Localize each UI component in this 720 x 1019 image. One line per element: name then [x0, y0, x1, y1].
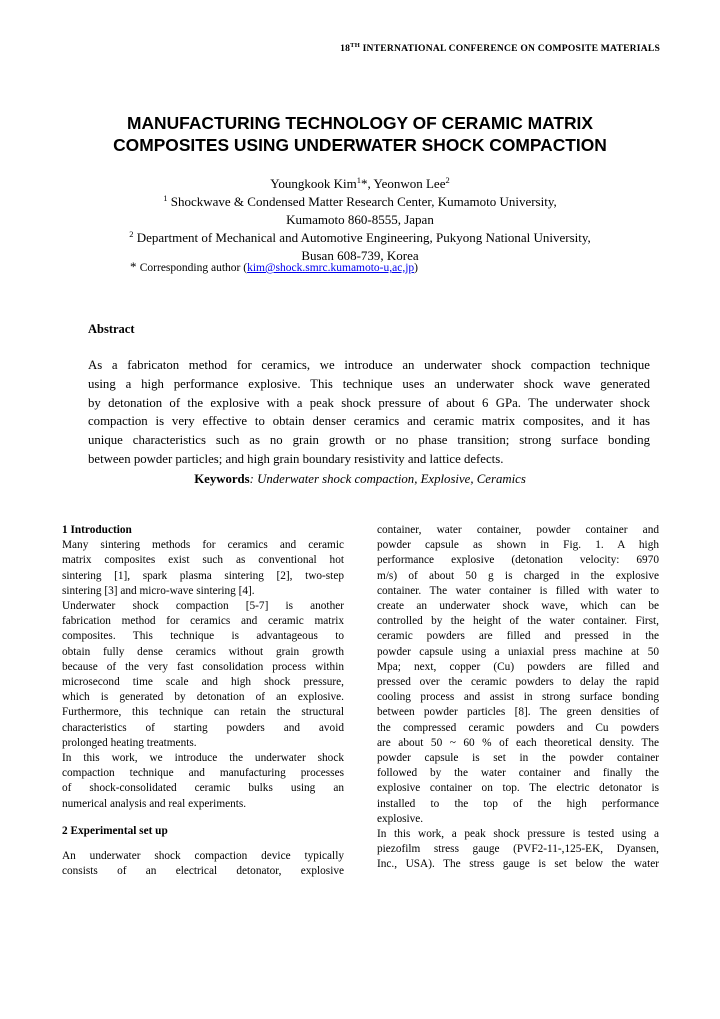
- text-line: followed by the water container and finally the: [377, 767, 659, 780]
- text-line: Mpa; next, copper (Cu) powders are filled and: [377, 660, 659, 673]
- corresponding-author: * Corresponding author (kim@shock.smrc.kumamoto-u,ac,jp): [130, 259, 419, 274]
- text-line: composites. This technique is advantageous to: [62, 630, 344, 643]
- text-line: container, water container, powder container and: [377, 524, 659, 536]
- author-names: Youngkook Kim$^1$*, Yeonwon Lee$^2$: [270, 175, 450, 191]
- left-column: [62, 523, 344, 879]
- affiliation-1-city: Kumamoto 860-8555, Japan: [286, 212, 434, 227]
- text-line: between powder particles [8]. The green densities of: [377, 706, 659, 719]
- affiliation-2-city: Busan 608-739, Korea: [301, 248, 419, 263]
- text-line: characteristics of starting powders and avoid: [62, 721, 344, 734]
- text-line: powder capsule as shown in Fig. 1. A high: [377, 539, 659, 552]
- right-column: [377, 523, 659, 873]
- text-line: Many sintering methods for ceramics and ceramic: [62, 539, 344, 552]
- section-heading: 1 Introduction: [62, 524, 132, 536]
- text-line: installed to the top of the high performance: [377, 797, 659, 810]
- conference-header: 18TH INTERNATIONAL CONFERENCE ON COMPOSITE MATERIALS: [340, 42, 660, 54]
- text-line: which is generated by detonation of an explosive.: [62, 691, 344, 704]
- text-line: because of the very fast consolidation process within: [62, 660, 344, 673]
- keywords: Keywords: Underwater shock compaction, Explosive, Ceramics: [194, 472, 526, 486]
- text-line: create an underwater shock wave, which can be: [377, 600, 659, 613]
- text-line: powder capsule is set in the powder container: [377, 752, 659, 765]
- abstract-line: compaction is very effective to obtain denser ceramics and ceramic matrix composites, and it has: [88, 414, 650, 429]
- title-line: MANUFACTURING TECHNOLOGY OF CERAMIC MATRIX: [127, 113, 593, 133]
- abstract-line: using a high performance explosive. This technique uses an underwater shock wave generated: [88, 376, 650, 391]
- text-line: In this work, a peak shock pressure is tested using a: [377, 828, 659, 841]
- abstract-body: [88, 356, 650, 469]
- paper-title: [60, 112, 660, 156]
- text-line: are about 50 ~ 60 % of each theoretical density. The: [377, 736, 659, 749]
- text-line: the compressed ceramic powders and Cu powders: [377, 721, 659, 734]
- text-line: sintering [1], spark plasma sintering [2], two-step: [62, 569, 344, 582]
- text-line: powder capsule using a uniaxial press machine at 50: [377, 645, 659, 658]
- text-line: container. The water container is filled with water to: [377, 584, 659, 597]
- abstract-line: by detonation of the explosive with a peak shock pressure of about 6 GPa. The underwater shock: [88, 395, 650, 410]
- text-line: pressed over the ceramic powders to delay the rapid: [377, 676, 659, 689]
- text-line: piezofilm stress gauge (PVF2-11-,125-EK, Dyansen,: [377, 843, 659, 856]
- abstract-line: between powder particles; and high grain boundary resistivity and lattice defects.: [88, 451, 504, 466]
- abstract-heading: Abstract: [88, 322, 135, 336]
- text-line: matrix composites exist such as conventional hot: [62, 554, 344, 567]
- text-line: Inc., USA). The stress gauge is set below the water: [377, 858, 659, 871]
- text-line: m/s) of about 50 g is charged in the explosive: [377, 569, 659, 582]
- email-link[interactable]: kim@shock.smrc.kumamoto-u,ac,jp: [247, 262, 415, 274]
- text-line: fabrication method for ceramics and ceramic matrix: [62, 615, 344, 628]
- text-line: explosive container on top. The electric detonator is: [377, 782, 659, 795]
- text-line: numerical analysis and real experiments.: [62, 797, 247, 810]
- section-heading: 2 Experimental set up: [62, 824, 168, 837]
- text-line: sintering [3] and micro-wave sintering [4].: [62, 584, 255, 597]
- title-line: COMPOSITES USING UNDERWATER SHOCK COMPACTION: [113, 135, 607, 155]
- text-line: controlled by the height of the water container. First,: [377, 615, 659, 628]
- author-block: [60, 175, 660, 265]
- text-line: of shock-consolidated ceramic bulks using an: [62, 782, 344, 795]
- text-line: An underwater shock compaction device typically: [62, 850, 344, 863]
- affiliation-1: $^1$ Shockwave & Condensed Matter Research Center, Kumamoto University,: [163, 193, 557, 209]
- text-line: Underwater shock compaction [5-7] is another: [62, 600, 344, 613]
- text-line: explosive.: [377, 812, 424, 825]
- text-line: compaction technique and manufacturing processes: [62, 767, 344, 780]
- text-line: In this work, we introduce the underwater shock: [62, 752, 344, 765]
- text-line: consists of an electrical detonator, explosive: [62, 865, 344, 878]
- text-line: obtain fully dense ceramics without grain growth: [62, 645, 344, 658]
- abstract-line: unique characteristics such as no grain growth or no phase transition; strong surface bonding: [88, 433, 650, 448]
- abstract-line: As a fabricaton method for ceramics, we introduce an underwater shock compaction technique: [88, 358, 650, 372]
- text-line: cooling process and assist in strong surface bonding: [377, 691, 659, 704]
- text-line: microsecond time scale and high shock pressure,: [62, 676, 344, 689]
- affiliation-2: $^2$ Department of Mechanical and Automotive Engineering, Pukyong National University,: [129, 229, 591, 245]
- text-line: ceramic powders are filled and pressed in the: [377, 630, 659, 643]
- text-line: prolonged heating treatments.: [62, 736, 197, 749]
- text-line: performance explosive (detonation velocity: 6970: [377, 554, 659, 567]
- text-line: Furthermore, this technique can retain the structural: [62, 706, 344, 719]
